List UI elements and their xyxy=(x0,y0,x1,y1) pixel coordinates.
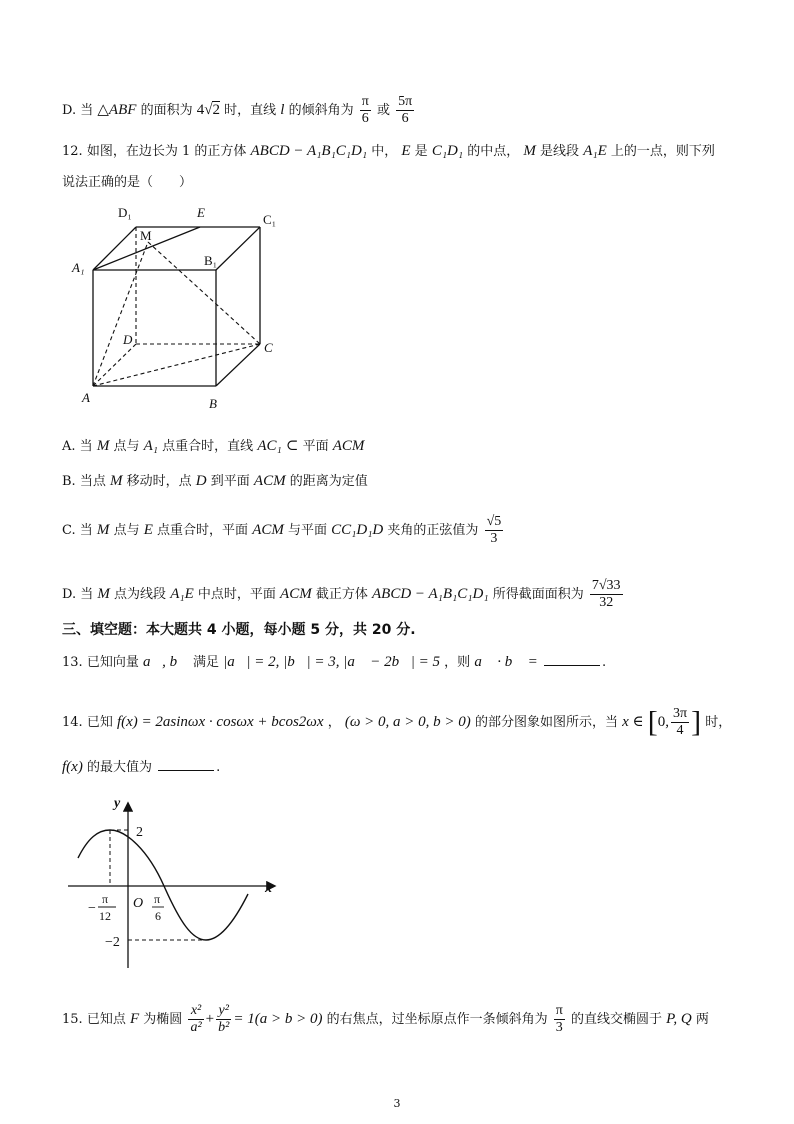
label-x: x xyxy=(265,881,272,896)
q14-interval-left: 0, xyxy=(657,714,669,730)
q14-x-in: x ∈ xyxy=(622,714,644,730)
optC-t4: 与平面 xyxy=(288,523,328,538)
q15-t5: 两 xyxy=(695,1012,709,1027)
q14-t1: 已知 xyxy=(86,715,113,730)
optB-t2: 移动时，点 xyxy=(126,474,192,489)
q11d-var-l: l xyxy=(280,102,285,118)
q14-answer-blank[interactable] xyxy=(158,758,214,771)
q12-cube: ABCD − A₁B₁C₁D₁ xyxy=(250,143,368,159)
label-M: M xyxy=(140,228,152,243)
optA-label: A. xyxy=(62,439,76,454)
q12-M: M xyxy=(523,143,536,159)
sine-curve xyxy=(78,830,248,940)
label-pi12-num: π xyxy=(102,892,109,906)
label-pi12-den: 12 xyxy=(99,909,111,923)
q11d-text-4: 的倾斜角为 xyxy=(288,103,354,118)
label-B: B xyxy=(209,396,217,411)
q14-bracket-right: ] xyxy=(691,705,702,739)
optC-M: M xyxy=(96,522,110,538)
optD-t3: 中点时，平面 xyxy=(197,587,276,602)
q11-option-d xyxy=(62,94,416,127)
optB-D: D xyxy=(195,473,207,489)
optB-M: M xyxy=(109,473,123,489)
q12-stem-line-2: 说法正确的是（ ） xyxy=(62,175,193,190)
q14-interval-frac: $\frac{3\pi}{4}$ xyxy=(673,706,688,738)
optD-label: D. xyxy=(62,587,77,602)
optC-E: E xyxy=(143,522,153,538)
optA-t2: 点与 xyxy=(113,439,140,454)
q11d-text-5: 或 xyxy=(376,103,390,118)
section-3-heading: 三、填空题：本大题共 4 小题，每小题 5 分，共 20 分. xyxy=(62,622,416,638)
label-O: O xyxy=(133,896,144,911)
label-B1: B₁ xyxy=(204,253,218,268)
optA-t4: 平面 xyxy=(302,439,329,454)
page-number: 3 xyxy=(393,1097,401,1110)
q11d-frac-1: $\frac{\pi}{6}$ xyxy=(361,94,369,126)
q11d-frac-2: $\frac{5\pi}{6}$ xyxy=(398,94,413,126)
q11d-text-1: 当 xyxy=(80,103,94,118)
q14-t3: 的部分图象如图所示，当 xyxy=(474,715,618,730)
q14-condition: (ω > 0, a > 0, b > 0) xyxy=(344,714,471,730)
q14-line-1 xyxy=(62,706,731,739)
q15-F: F xyxy=(129,1011,140,1027)
q13-t1: 已知向量 xyxy=(86,655,139,670)
optC-t1: 当 xyxy=(79,523,93,538)
q11d-triangle: △ABF xyxy=(97,102,137,118)
optD-frac: $\frac{7√33}{32}$ xyxy=(591,578,621,610)
label-D1: D₁ xyxy=(118,205,132,220)
q15-t1: 已知点 xyxy=(86,1012,126,1027)
q13 xyxy=(62,653,606,672)
q13-condition: |a⃗| = 2, |b⃗| = 3, |a⃗ − 2b⃗| = 5 xyxy=(223,654,441,670)
q15 xyxy=(62,1003,709,1036)
q14-t2: ， xyxy=(327,715,341,730)
q15-eq: = 1(a > b > 0) xyxy=(233,1011,323,1027)
label-D: D xyxy=(123,332,133,347)
q14-end: . xyxy=(216,760,221,775)
q15-number: 15. xyxy=(62,1012,83,1027)
q12-option-d xyxy=(62,578,625,611)
diag-AC xyxy=(93,344,260,386)
q12-number: 12. xyxy=(62,144,83,159)
q12-text-6: 上的一点，则下列 xyxy=(610,144,715,159)
q13-t2: 满足 xyxy=(192,655,219,670)
optB-t1: 当点 xyxy=(79,474,106,489)
label-E: E xyxy=(197,205,205,220)
q15-t4: 的直线交椭圆于 xyxy=(570,1012,662,1027)
q14-number: 14. xyxy=(62,715,83,730)
optC-plane: CC₁D₁D xyxy=(331,522,384,538)
q12-A1E: A₁E xyxy=(583,143,607,159)
edge-D1A1 xyxy=(93,227,136,270)
q13-number: 13. xyxy=(62,655,83,670)
optC-t2: 点与 xyxy=(113,523,140,538)
optD-ACM: ACM xyxy=(280,586,312,602)
optA-ACM: ACM xyxy=(332,438,365,454)
label-A1: A₁ xyxy=(72,260,85,275)
q11d-sqrt-sign: √ xyxy=(204,102,213,118)
q12-stem-line-1 xyxy=(62,142,715,161)
optB-ACM: ACM xyxy=(253,473,286,489)
q12-option-c xyxy=(62,514,505,547)
q15-PQ: P, Q xyxy=(666,1011,692,1027)
q15-frac-x: $\frac{\text{x²}}{\text{a²}}$ xyxy=(190,1003,202,1035)
label-neg-sign: − xyxy=(88,901,96,916)
q14-t4: 时， xyxy=(705,715,732,730)
q13-t3: ，则 xyxy=(444,655,471,670)
q15-plus: + xyxy=(205,1011,215,1027)
q14-fx: f(x) xyxy=(62,759,83,775)
q12-text-4: 的中点， xyxy=(467,144,520,159)
q15-t2: 为椭圆 xyxy=(143,1012,183,1027)
optD-cube: ABCD − A₁B₁C₁D₁ xyxy=(372,586,489,602)
optC-ACM: ACM xyxy=(252,522,284,538)
optD-t1: 当 xyxy=(80,587,94,602)
label-y: y xyxy=(114,796,121,811)
q11d-area-root: 2 xyxy=(212,102,220,118)
label-2: 2 xyxy=(136,825,143,840)
optD-A1E: A₁E xyxy=(170,586,194,602)
optA-subset: ⊂ xyxy=(285,438,299,454)
optA-AC1: AC₁ xyxy=(257,438,282,454)
q14-line2-text: 的最大值为 xyxy=(86,760,152,775)
q11d-area-coef: 4 xyxy=(196,102,205,118)
q12-C1D1: C₁D₁ xyxy=(431,143,464,159)
q12-text-5: 是线段 xyxy=(540,144,580,159)
label-C1: C₁ xyxy=(263,212,277,227)
optC-frac: $\frac{√5}{3}$ xyxy=(486,514,502,546)
q12-option-a xyxy=(62,437,364,456)
optA-t1: 当 xyxy=(79,439,93,454)
optD-t5: 所得截面面积为 xyxy=(492,587,584,602)
q13-dot-product: a⃗ · b⃗ = xyxy=(474,654,538,670)
q13-end: . xyxy=(601,655,607,670)
q13-vectors: a⃗, b⃗ xyxy=(142,654,189,670)
optB-t4: 的距离为定值 xyxy=(289,474,368,489)
sine-graph xyxy=(62,790,292,980)
optB-t3: 到平面 xyxy=(210,474,250,489)
label-neg-2: −2 xyxy=(105,935,120,950)
q13-answer-blank[interactable] xyxy=(544,653,600,666)
q12-option-b xyxy=(62,472,368,491)
q11d-text-2: 的面积为 xyxy=(140,103,193,118)
q12-text-1: 如图，在边长为 1 的正方体 xyxy=(86,144,247,159)
q12-text-3: 是 xyxy=(414,144,428,159)
q12-text-2: 中， xyxy=(371,144,398,159)
q11d-label: D. xyxy=(62,103,77,118)
optA-t3: 点重合时，直线 xyxy=(162,439,254,454)
q15-frac-angle: $\frac{\pi}{3}$ xyxy=(555,1003,563,1035)
label-pi6-num: π xyxy=(154,892,161,906)
q12-E: E xyxy=(401,143,411,159)
edge-B1C1 xyxy=(216,227,260,270)
optC-t5: 夹角的正弦值为 xyxy=(387,523,479,538)
label-C: C xyxy=(264,340,273,355)
q14-bracket-left: [ xyxy=(647,705,658,739)
optD-M: M xyxy=(97,586,110,602)
optB-label: B. xyxy=(62,474,76,489)
optD-t2: 点为线段 xyxy=(114,587,167,602)
q11d-text-3: 时，直线 xyxy=(224,103,277,118)
q14-line-2 xyxy=(62,758,220,777)
cube-figure xyxy=(66,200,296,420)
optD-t4: 截正方体 xyxy=(315,587,368,602)
edge-BC xyxy=(216,344,260,386)
edge-AD-hidden xyxy=(93,344,136,386)
optC-t3: 点重合时，平面 xyxy=(157,523,249,538)
q14-function: f(x) = 2asinωx · cosωx + bcos2ωx xyxy=(116,714,324,730)
label-A: A xyxy=(82,390,90,405)
optA-M: M xyxy=(96,438,110,454)
optA-A1: A₁ xyxy=(143,438,159,454)
q15-t3: 的右焦点，过坐标原点作一条倾斜角为 xyxy=(326,1012,548,1027)
optC-label: C. xyxy=(62,523,76,538)
label-pi6-den: 6 xyxy=(155,909,161,923)
q15-frac-y: $\frac{\text{y²}}{\text{b²}}$ xyxy=(218,1003,230,1035)
segment-AM xyxy=(93,242,148,386)
